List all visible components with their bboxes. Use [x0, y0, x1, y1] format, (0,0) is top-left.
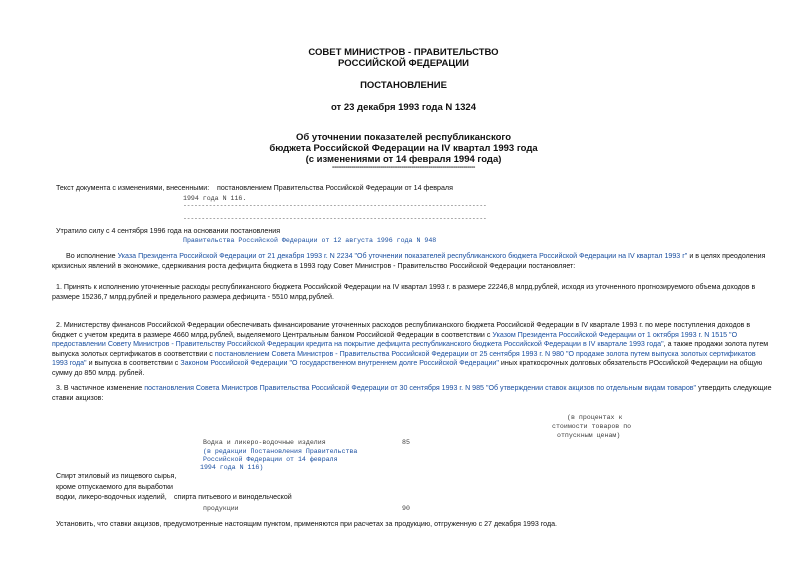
repeal-text: Утратило силу с 4 сентября 1996 года на основании постановления [56, 227, 281, 235]
document-title-line-3: (с изменениями от 14 февраля 1994 года) [305, 154, 502, 165]
p3-lead: 3. В частичное изменение [56, 384, 143, 392]
p3-tail: утвердить следующие ставки акцизов: [52, 384, 772, 402]
document-title-line-2: бюджета Российской Федерации на IV квартал 1993 года [269, 143, 538, 154]
paragraph-3 [52, 384, 772, 403]
changes-ref-line-2: 1994 года N 116. [183, 195, 247, 202]
paragraph-1: 1. Принять к исполнению уточненные расходы республиканского бюджета Российской Федерации на IV квартал 1993 г. в размере 22246,8 млрд.рублей, исходя из уточненного прогнозируемого объема доходов в размере 15236,7 млрд.рублей и предельного размера дефицита - 5510 млрд.рублей. [52, 283, 756, 301]
state-debt-law-link[interactable]: Законом Российской Федерации "О государственном внутреннем долге Российской Федерации" [180, 359, 499, 368]
decree-1515-link[interactable]: Указом Президента Российской Федерации от 1 октября 1993 г. N 1515 "О предоставлении Совету Министров - Правительству Российской Федерации кредита на покрытие дефицита республиканского бюджета Российской Федерации в IV квартале 1993 года" [52, 330, 738, 349]
issuer-line-2: РОССИЙСКОЙ ФЕДЕРАЦИИ [337, 58, 469, 69]
resolution-980-link[interactable]: постановлением Совета Министров - Правительства Российской Федерации от 25 сентября 1993 г. N 980 "О продаже золота путем выпуска золотых сертификатов 1993 года" [52, 349, 756, 368]
issuer-line-1: СОВЕТ МИНИСТРОВ - ПРАВИТЕЛЬСТВО [308, 47, 499, 58]
document-title-line-1: Об уточнении показателей республиканского [295, 132, 512, 143]
spirit-row-label-line-3: водки, ликеро-водочных изделий, [56, 493, 167, 501]
paragraph-2 [52, 321, 772, 379]
unit-note-line-1: (в процентах к [567, 414, 623, 421]
changes-dash-line-2: ----------------------------------------------------------------------------------- [183, 215, 487, 222]
changes-label: Текст документа с изменениями, внесенными: [56, 184, 210, 192]
changes-dash-line-1: ----------------------------------------------------------------------------------- [183, 202, 487, 209]
vodka-row-amendment-line-1[interactable]: (в редакции Постановления Правительства [203, 448, 358, 455]
vodka-row-amendment-line-3[interactable]: 1994 года N 116) [200, 464, 264, 471]
unit-note-line-3: отпускным ценам) [557, 432, 621, 439]
unit-note-line-2: стоимости товаров по [552, 423, 632, 430]
intro-lead: Во исполнение [66, 252, 116, 260]
spirit-row-label-line-1: Спирт этиловый из пищевого сырья, [56, 472, 177, 480]
intro-paragraph [52, 252, 772, 271]
decree-2234-link[interactable]: Указа Президента Российской Федерации от 21 декабря 1993 г. N 2234 "Об уточнении показателей республиканского бюджета Российской Федерации на IV квартал 1993 г" [117, 252, 688, 260]
vodka-row-label: Водка и ликеро-водочные изделия [203, 439, 326, 446]
spirit-row-value: 90 [402, 505, 410, 512]
resolution-985-link[interactable]: постановления Совета Министров Правительства Российской Федерации от 30 сентября 1993 г. N 985 "Об утверждении ставок акцизов по отдельным видам товаров" [144, 384, 697, 392]
document-type: ПОСТАНОВЛЕНИЕ [360, 80, 447, 91]
p2-text-b: , а также продажи золота путем выпуска золотых сертификатов в соответствии с [52, 340, 769, 358]
vodka-row-value: 85 [402, 439, 410, 446]
spirit-row-label-line-4: продукции [203, 505, 239, 512]
title-rule: -------------------------------------------------------------------------- [332, 164, 475, 171]
final-paragraph: Установить, что ставки акцизов, предусмотренные настоящим пунктом, применяются при расчетах за продукцию, отгруженную с 27 декабря 1993 года. [56, 520, 558, 528]
p2-text-c: и выпуска в соответствии с [88, 359, 179, 368]
document-date-number: от 23 декабря 1993 года N 1324 [330, 102, 476, 113]
repeal-reference-link[interactable]: Правительства Российской Федерации от 12 августа 1996 года N 948 [183, 237, 437, 244]
vodka-row-amendment-line-2[interactable]: Российской Федерации от 14 февраля [203, 456, 338, 463]
p2-text-a: 2. Министерству финансов Российской Федерации обеспечивать финансирование уточненных расходов республиканского бюджета Российской Федерации в IV квартале 1993 г. по мере поступления доходов в бюджет с учетом кредита в размере 4660 млрд.рублей, выделяемого Центральным банком Российской Федерации в соответствии с [52, 321, 751, 339]
p2-text-d: иных краткосрочных долговых обязательств РОссийской Федерации на общую сумму до 850 млрд. рублей. [52, 359, 763, 377]
changes-ref-line-1: постановлением Правительства Российской Федерации от 14 февраля [217, 184, 453, 192]
spirit-row-label-line-3b: спирта питьевого и винодельческой [174, 493, 292, 501]
spirit-row-label-line-2: кроме отпускаемого для выработки [56, 483, 174, 491]
intro-tail: и в целях преодоления кризисных явлений в экономике, сдерживания роста дефицита бюджета в 1993 году Совет Министров - Правительство Российской Федерации постановляет: [52, 252, 766, 270]
